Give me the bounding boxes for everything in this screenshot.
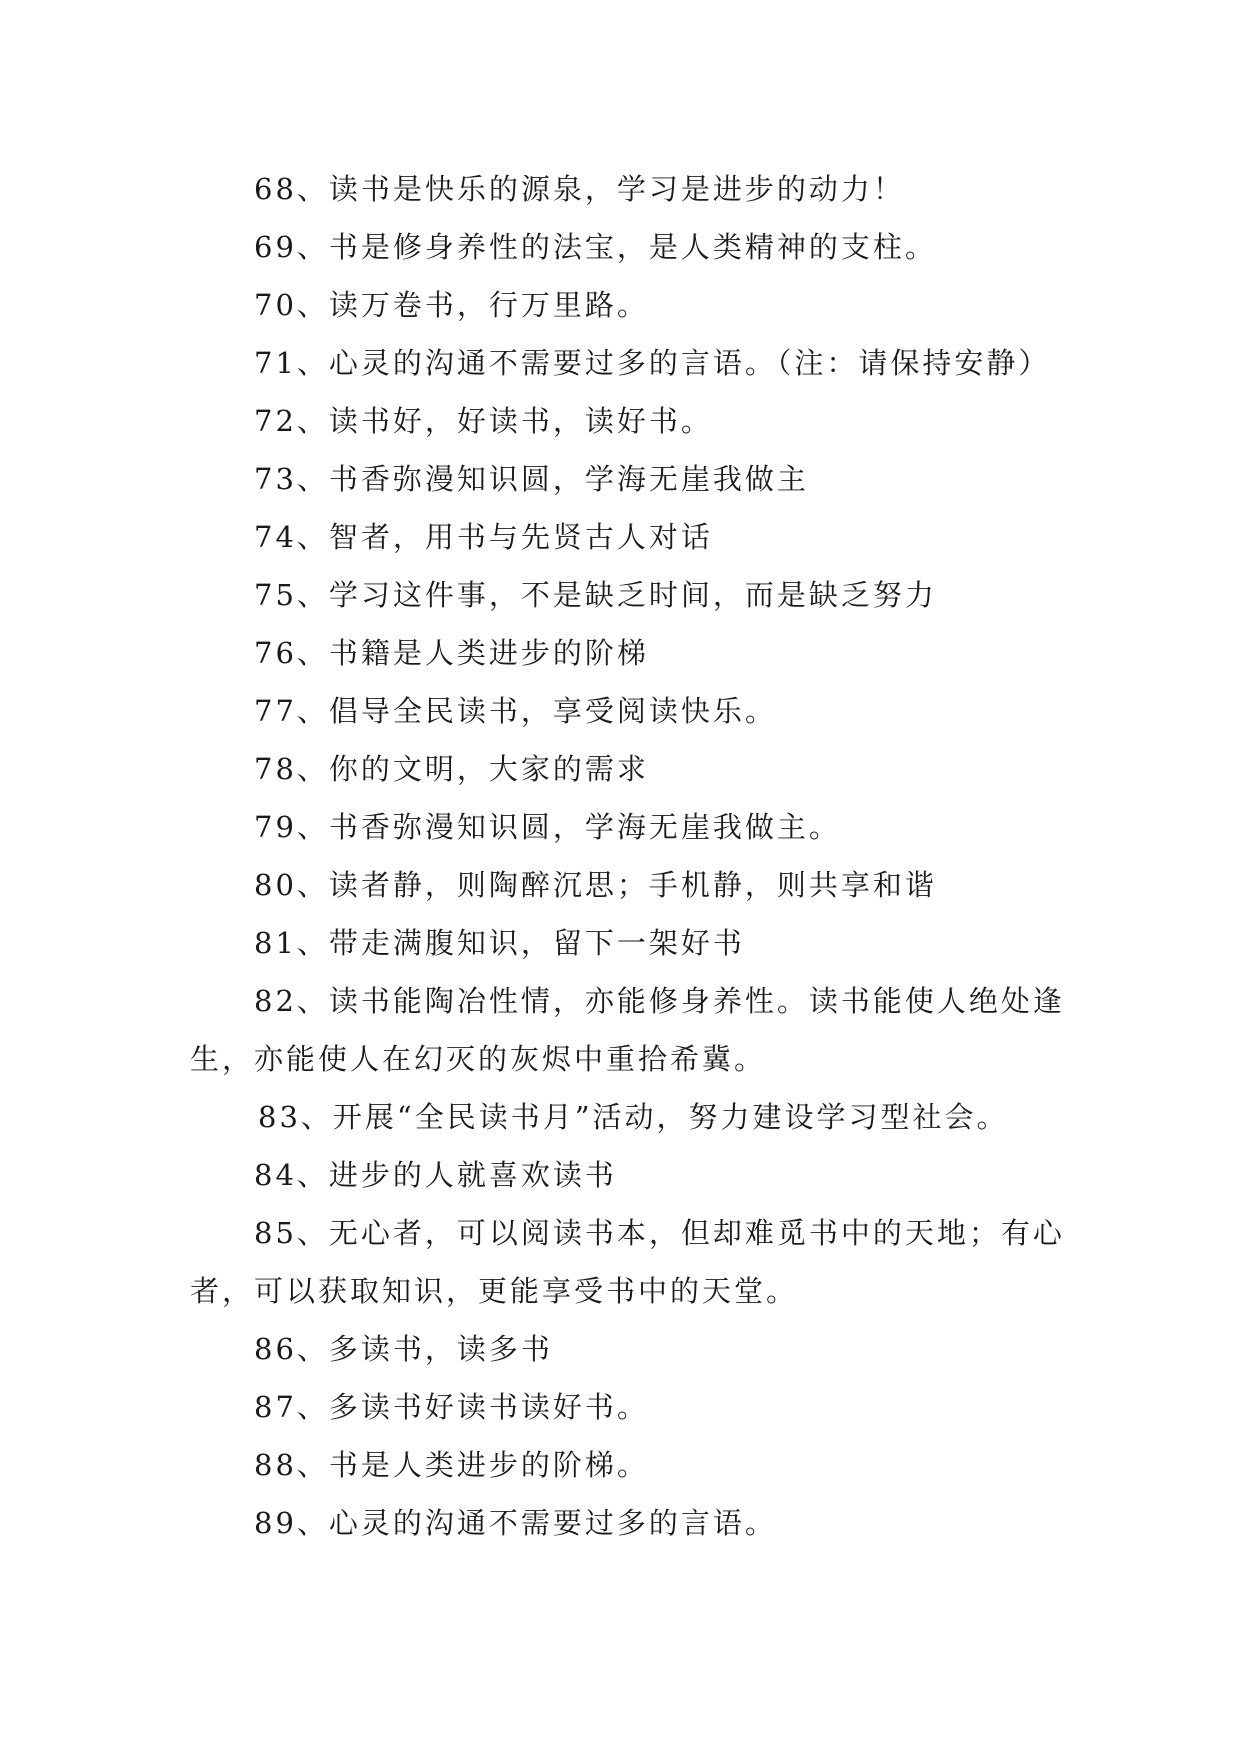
list-item: 72、读书好，好读书，读好书。 bbox=[254, 404, 713, 438]
list-item: 80、读者静，则陶醉沉思；手机静，则共享和谐 bbox=[254, 868, 937, 902]
list-item: 76、书籍是人类进步的阶梯 bbox=[254, 636, 649, 670]
slogan-list bbox=[190, 160, 1090, 1552]
list-item: 87、多读书好读书读好书。 bbox=[254, 1390, 649, 1424]
list-item: 68、读书是快乐的源泉，学习是进步的动力！ bbox=[254, 172, 905, 206]
list-item: 88、书是人类进步的阶梯。 bbox=[254, 1448, 649, 1482]
list-item: 79、书香弥漫知识圆，学海无崖我做主。 bbox=[254, 810, 841, 844]
list-item: 77、倡导全民读书，享受阅读快乐。 bbox=[254, 694, 777, 728]
list-item: 84、进步的人就喜欢读书 bbox=[254, 1158, 617, 1192]
list-item: 75、学习这件事，不是缺乏时间，而是缺乏努力 bbox=[254, 578, 937, 612]
list-item: 89、心灵的沟通不需要过多的言语。 bbox=[254, 1506, 777, 1540]
list-item: 70、读万卷书，行万里路。 bbox=[254, 288, 649, 322]
list-item: 71、心灵的沟通不需要过多的言语。（注：请保持安静） bbox=[254, 346, 1051, 380]
list-item: 81、带走满腹知识，留下一架好书 bbox=[254, 926, 745, 960]
list-item: 85、无心者，可以阅读书本，但却难觅书中的天地；有心者，可以获取知识，更能享受书中的天堂。 bbox=[190, 1216, 1065, 1308]
list-item: 73、书香弥漫知识圆，学海无崖我做主 bbox=[254, 462, 809, 496]
list-item: 69、书是修身养性的法宝，是人类精神的支柱。 bbox=[254, 230, 937, 264]
list-item: 86、多读书，读多书 bbox=[254, 1332, 553, 1366]
list-item: 83、开展“全民读书月”活动，努力建设学习型社会。 bbox=[258, 1100, 1009, 1134]
list-item: 78、你的文明，大家的需求 bbox=[254, 752, 649, 786]
list-item: 82、读书能陶冶性情，亦能修身养性。读书能使人绝处逢生，亦能使人在幻灭的灰烬中重拾希冀。 bbox=[190, 984, 1065, 1076]
list-item: 74、智者，用书与先贤古人对话 bbox=[254, 520, 713, 554]
